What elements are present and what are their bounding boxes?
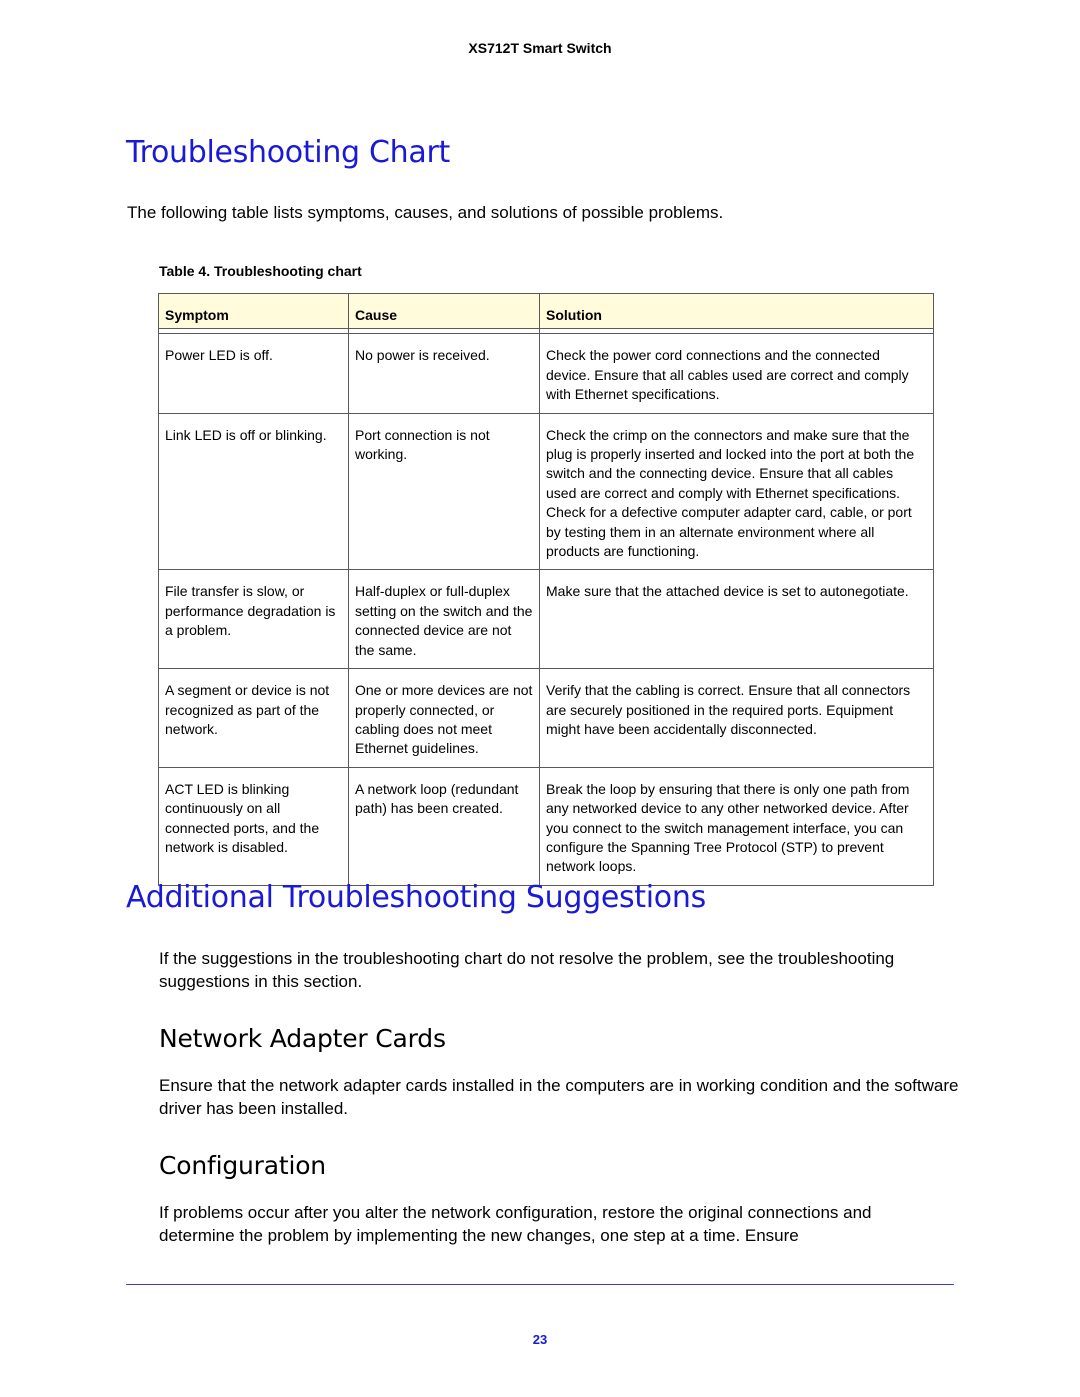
solution-cell: Verify that the cabling is correct. Ensure that all connectors are securely positioned in the required ports. Equipment might have been accidentally disconnected.	[540, 669, 934, 768]
cause-cell: No power is received.	[349, 334, 540, 413]
table-header-row	[159, 294, 934, 329]
solution-cell: Break the loop by ensuring that there is only one path from any networked device to any other networked device. After you connect to the switch management interface, you can configure the Spanning Tree Protocol (STP) to prevent network loops.	[540, 767, 934, 885]
intro-paragraph: The following table lists symptoms, causes, and solutions of possible problems.	[127, 203, 724, 222]
subheading-network-adapter-cards: Network Adapter Cards	[159, 1024, 446, 1053]
table-row	[159, 413, 934, 570]
table-row	[159, 334, 934, 413]
symptom-cell: Link LED is off or blinking.	[159, 413, 349, 570]
page-number: 23	[532, 1332, 548, 1347]
column-header-symptom: Symptom	[159, 294, 349, 329]
symptom-cell: ACT LED is blinking continuously on all connected ports, and the network is disabled.	[159, 767, 349, 885]
symptom-cell: File transfer is slow, or performance degradation is a problem.	[159, 570, 349, 669]
cause-cell: A network loop (redundant path) has been created.	[349, 767, 540, 885]
section-heading-troubleshooting-chart: Troubleshooting Chart	[126, 135, 450, 170]
additional-intro-paragraph: If the suggestions in the troubleshooting chart do not resolve the problem, see the troubleshooting suggestions in this section.	[159, 949, 895, 991]
configuration-paragraph: If problems occur after you alter the network configuration, restore the original connections and determine the problem by implementing the new changes, one step at a time. Ensure	[159, 1203, 872, 1245]
troubleshooting-table	[158, 293, 934, 886]
cause-cell: One or more devices are not properly connected, or cabling does not meet Ethernet guidelines.	[349, 669, 540, 768]
symptom-cell: A segment or device is not recognized as part of the network.	[159, 669, 349, 768]
column-header-cause: Cause	[349, 294, 540, 329]
subheading-configuration: Configuration	[159, 1151, 326, 1180]
cause-cell: Port connection is not working.	[349, 413, 540, 570]
running-header: XS712T Smart Switch	[468, 40, 612, 56]
solution-cell: Check the crimp on the connectors and make sure that the plug is properly inserted and locked into the port at both the switch and the connecting device. Ensure that all cables used are correct and comply with Ethernet specifications. Check for a defective computer adapter card, cable, or port by testing them in an alternate environment where all products are functioning.	[540, 413, 934, 570]
table-row	[159, 767, 934, 885]
table-row	[159, 669, 934, 768]
table-caption: Table 4. Troubleshooting chart	[159, 263, 362, 279]
cause-cell: Half-duplex or full-duplex setting on the switch and the connected device are not the same.	[349, 570, 540, 669]
footer-rule	[126, 1284, 954, 1285]
column-header-solution: Solution	[540, 294, 934, 329]
network-adapter-paragraph: Ensure that the network adapter cards installed in the computers are in working condition and the software driver has been installed.	[159, 1076, 959, 1118]
symptom-cell: Power LED is off.	[159, 334, 349, 413]
table-row	[159, 570, 934, 669]
section-heading-additional-suggestions: Additional Troubleshooting Suggestions	[126, 880, 706, 915]
solution-cell: Make sure that the attached device is set to autonegotiate.	[540, 570, 934, 669]
solution-cell: Check the power cord connections and the connected device. Ensure that all cables used are correct and comply with Ethernet specifications.	[540, 334, 934, 413]
